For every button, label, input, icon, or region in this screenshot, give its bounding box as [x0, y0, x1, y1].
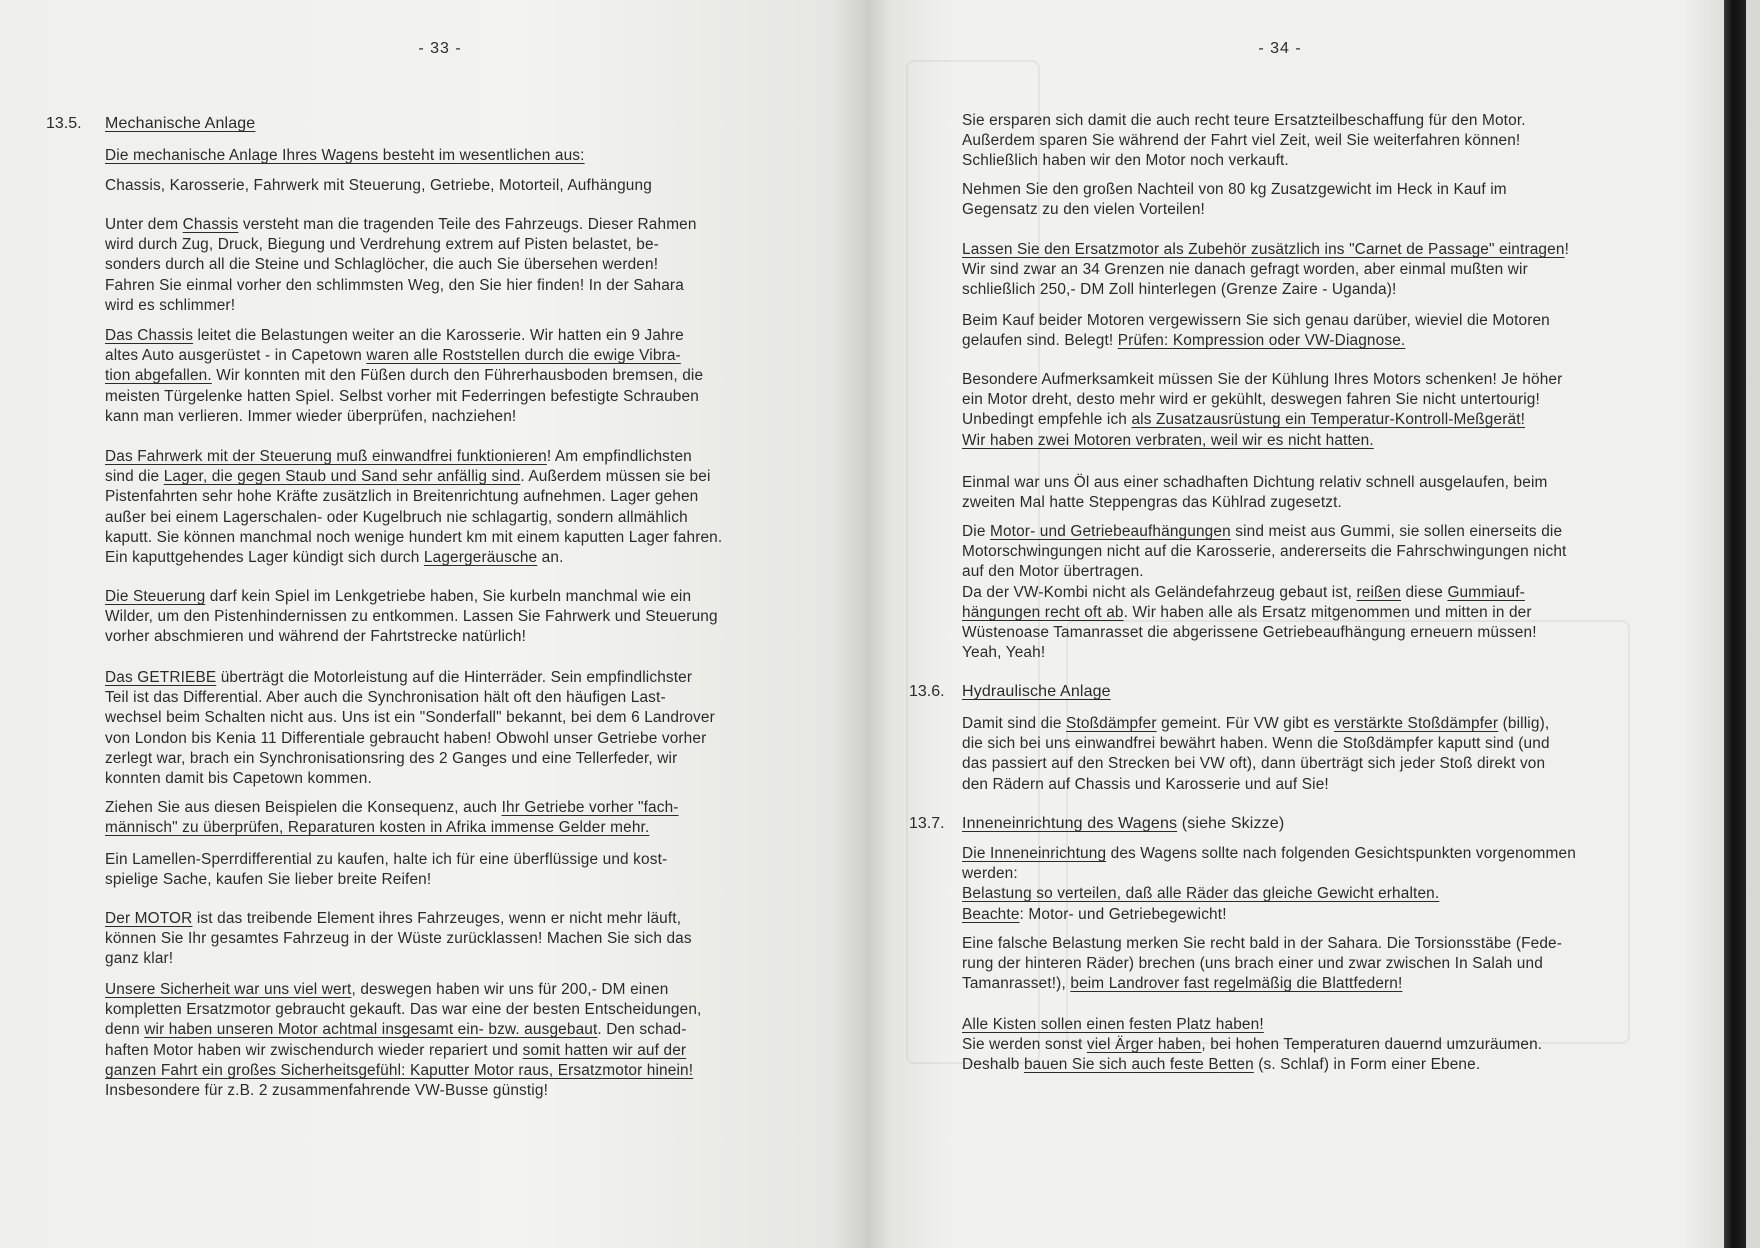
text: die sich bei uns einwandfrei bewährt haben. Wenn die Stoßdämpfer kaputt sind (und	[962, 735, 1550, 753]
text-line	[105, 587, 718, 607]
underlined-text: Lagergeräusche	[423, 548, 538, 566]
paragraph	[105, 909, 692, 970]
text: gemeint. Für VW gibt es	[1156, 715, 1335, 732]
text: ein Motor dreht, desto mehr wird er gekühlt, deswegen fahren Sie nicht untertourig!	[962, 391, 1540, 409]
text-line	[962, 1015, 1542, 1035]
underlined-text: Die Steuerung	[105, 588, 206, 605]
text: ! Am empfindlichsten	[546, 448, 692, 465]
text: wird durch Zug, Druck, Biegung und Verdrehung extrem auf Pisten belastet, be-	[105, 236, 659, 254]
text-line	[962, 180, 1507, 200]
text: . Wir haben alle als Ersatz mitgenommen und mitten in der	[1123, 603, 1532, 621]
text: sind meist aus Gummi, sie sollen einerseits die	[1230, 523, 1563, 540]
text: altes Auto ausgerüstet - in Capetown	[105, 347, 367, 365]
text: wechsel beim Schalten nicht aus. Uns ist ein "Sonderfall" bekannt, bei dem 6 Landrover	[105, 709, 715, 727]
underlined-text: Unsere Sicherheit war uns viel wert	[105, 981, 352, 998]
text: Teil ist das Differential. Aber auch die Synchronisation hält oft den häufigen Last-	[105, 689, 666, 707]
underlined-text: männisch" zu überprüfen, Reparaturen kosten in Afrika immense Gelder mehr.	[105, 819, 650, 837]
paragraph	[105, 798, 679, 838]
paragraph	[962, 714, 1550, 795]
text-line	[962, 583, 1566, 603]
underlined-text: Prüfen: Kompression oder VW-Diagnose.	[1117, 332, 1406, 350]
text-line	[962, 844, 1576, 864]
text: Ein Lamellen-Sperrdifferential zu kaufen, halte ich für eine überflüssige und kost-	[105, 851, 668, 868]
underlined-text: Stoßdämpfer	[1066, 715, 1157, 732]
text: können Sie Ihr gesamtes Fahrzeug in der Wüste zurücklassen! Machen Sie sich das	[105, 930, 692, 948]
text: Tamanrasset!),	[962, 975, 1071, 993]
text: Schließlich haben wir den Motor noch verkauft.	[962, 152, 1289, 170]
text-line	[962, 542, 1566, 562]
text: Besondere Aufmerksamkeit müssen Sie der Kühlung Ihres Motors schenken! Je höher	[962, 371, 1563, 388]
text: gelaufen sind. Belegt!	[962, 332, 1118, 350]
text: kaputt. Sie können manchmal noch wenige hundert km mit einem kaputten Lager fahren.	[105, 528, 723, 546]
page-number: - 33 -	[418, 40, 462, 57]
text: an.	[537, 548, 564, 566]
text-line	[105, 346, 703, 366]
section-heading	[962, 814, 1284, 834]
text-line	[105, 1061, 701, 1081]
text: zweiten Mal hatte Steppengras das Kühlrad zugesetzt.	[962, 494, 1342, 512]
text: spielige Sache, kaufen Sie lieber breite Reifen!	[105, 871, 432, 889]
text: Wir sind zwar an 34 Grenzen nie danach gefragt worden, aber einmal mußten wir	[962, 261, 1528, 279]
text-line	[105, 729, 715, 749]
underlined-text: Der MOTOR	[105, 910, 193, 927]
text-line	[105, 528, 722, 548]
underlined-text: Ihr Getriebe vorher "fach-	[501, 799, 679, 816]
text-line	[105, 407, 703, 427]
text: auf den Motor übertragen.	[962, 563, 1144, 581]
text: Sie werden sonst	[962, 1036, 1087, 1054]
text-line	[962, 240, 1569, 260]
underlined-text: Motor- und Getriebeaufhängungen	[989, 523, 1231, 540]
paragraph	[962, 180, 1507, 220]
underlined-text: hängungen recht oft ab	[962, 603, 1124, 621]
underlined-text: als Zusatzausrüstung ein Temperatur-Kontroll-Meßgerät!	[1131, 411, 1526, 429]
paragraph	[105, 146, 585, 166]
text-line	[962, 814, 1284, 834]
text: Einmal war uns Öl aus einer schadhaften Dichtung relativ schnell ausgelaufen, beim	[962, 474, 1548, 491]
underlined-text: beim Landrover fast regelmäßig die Blattfedern!	[1070, 975, 1403, 993]
text-line	[105, 818, 679, 838]
page-34	[866, 0, 1726, 1248]
text-line	[105, 929, 692, 949]
text: Nehmen Sie den großen Nachteil von 80 kg Zusatzgewicht im Heck in Kauf im	[962, 181, 1507, 198]
text-line	[962, 473, 1548, 493]
paragraph	[105, 980, 701, 1101]
text-line	[962, 754, 1550, 774]
text-line	[105, 447, 722, 467]
paragraph	[962, 934, 1562, 995]
section-heading	[962, 682, 1111, 702]
paragraph	[105, 176, 652, 196]
paragraph	[962, 473, 1548, 513]
text-line	[105, 909, 692, 929]
text-line	[962, 260, 1569, 280]
text: denn	[105, 1021, 145, 1039]
text-line	[962, 370, 1562, 390]
text-line	[105, 688, 715, 708]
text: von London bis Kenia 11 Differentiale gebraucht haben! Obwohl unser Getriebe vorher	[105, 729, 707, 747]
underlined-text: verstärkte Stoßdämpfer	[1334, 715, 1499, 732]
text-line	[105, 255, 697, 275]
scan-edge	[1724, 0, 1746, 1248]
paragraph	[105, 587, 718, 648]
text-line	[105, 798, 679, 818]
text-line	[105, 366, 703, 386]
text: ganz klar!	[105, 950, 174, 968]
paragraph	[962, 370, 1562, 451]
text: das passiert auf den Strecken bei VW oft), dann überträgt sich jeder Stoß direkt von	[962, 755, 1546, 773]
text: den Rädern auf Chassis und Karosserie und auf Sie!	[962, 775, 1329, 793]
underlined-text: somit hatten wir auf der	[522, 1041, 687, 1059]
text: Unbedingt empfehle ich	[962, 411, 1132, 429]
text: konnten damit bis Capetown kommen.	[105, 769, 372, 787]
text-line	[105, 607, 718, 627]
text: darf kein Spiel im Lenkgetriebe haben, Sie kurbeln manchmal wie ein	[205, 588, 692, 605]
underlined-text: ganzen Fahrt ein großes Sicherheitsgefühl: Kaputter Motor raus, Ersatzmotor hinein!	[105, 1061, 694, 1079]
text-line	[962, 311, 1550, 331]
text-line	[105, 949, 692, 969]
text-line	[105, 548, 722, 568]
text: vorher abschmieren und während der Fahrtstrecke natürlich!	[105, 628, 527, 646]
underlined-text: Lager, die gegen Staub und Sand sehr anfällig sind	[163, 468, 521, 486]
text-line	[105, 850, 667, 870]
text-line	[962, 954, 1562, 974]
paragraph	[105, 447, 722, 568]
text: Damit sind die	[962, 715, 1067, 732]
underlined-text: Das GETRIEBE	[105, 669, 217, 686]
text-line	[962, 200, 1507, 220]
text-line	[105, 146, 585, 166]
underlined-text: Das Chassis	[105, 327, 194, 344]
text-line	[105, 980, 701, 1000]
section-number: 13.6.	[909, 683, 945, 700]
text-line	[105, 114, 255, 134]
text-line	[962, 493, 1548, 513]
text: Yeah, Yeah!	[962, 644, 1046, 662]
text: haften Motor haben wir zwischendurch wieder repariert und	[105, 1041, 523, 1059]
text: Ziehen Sie aus diesen Beispielen die Konsequenz, auch	[105, 799, 502, 816]
text-line	[105, 487, 722, 507]
underlined-text: wir haben unseren Motor achtmal insgesamt ein- bzw. ausgebaut	[144, 1021, 598, 1039]
page-33	[0, 0, 866, 1248]
text-line	[962, 522, 1566, 542]
underlined-text: Belastung so verteilen, daß alle Räder das gleiche Gewicht erhalten.	[962, 885, 1440, 903]
text-line	[962, 151, 1526, 171]
paragraph	[105, 215, 697, 316]
text: Wüstenoase Tamanrasset die abgerissene Getriebeaufhängung erneuern müssen!	[962, 623, 1537, 641]
underlined-text: Die Inneneinrichtung	[962, 845, 1107, 862]
text-line	[962, 974, 1562, 994]
text-line	[105, 1081, 701, 1101]
underlined-text: Das Fahrwerk mit der Steuerung muß einwandfrei funktionieren	[105, 448, 547, 465]
text: Die	[962, 523, 990, 540]
paragraph	[105, 326, 703, 427]
underlined-text: Beachte	[962, 905, 1020, 923]
paragraph	[105, 850, 667, 890]
text-line	[105, 870, 667, 890]
text: Fahren Sie einmal vorher den schlimmsten Weg, den Sie hier finden! In der Sahara	[105, 276, 684, 294]
text: kann man verlieren. Immer wieder überprüfen, nachziehen!	[105, 407, 517, 425]
text: zerlegt war, brach ein Synchronisationsring des 2 Ganges und eine Tellerfeder, wir	[105, 749, 678, 767]
text-line	[962, 682, 1111, 702]
text-line	[962, 331, 1550, 351]
text: leitet die Belastungen weiter an die Karosserie. Wir hatten ein 9 Jahre	[193, 327, 684, 344]
text-line	[962, 131, 1526, 151]
text: : Motor- und Getriebegewicht!	[1019, 905, 1227, 923]
text-line	[105, 296, 697, 316]
text: überträgt die Motorleistung auf die Hinterräder. Sein empfindlichster	[216, 669, 693, 686]
text-line	[105, 387, 703, 407]
text-line	[962, 280, 1569, 300]
paragraph	[962, 844, 1576, 925]
underlined-text: Alle Kisten sollen einen festen Platz haben!	[962, 1016, 1264, 1033]
text-line	[105, 276, 697, 296]
section-number: 13.5.	[46, 115, 82, 132]
paragraph	[962, 1015, 1542, 1076]
text: Insbesondere für z.B. 2 zusammenfahrende VW-Busse günstig!	[105, 1081, 549, 1099]
text-line	[962, 864, 1576, 884]
text-line	[962, 623, 1566, 643]
text: Chassis, Karosserie, Fahrwerk mit Steuerung, Getriebe, Motorteil, Aufhängung	[105, 177, 652, 194]
text: . Den schad-	[597, 1021, 687, 1039]
text: (billig),	[1498, 715, 1550, 732]
underlined-text: bauen Sie sich auch feste Betten	[1023, 1056, 1254, 1074]
text: Motorschwingungen nicht auf die Karosserie, andererseits die Fahrschwingungen nicht	[962, 543, 1567, 561]
text-line	[105, 627, 718, 647]
text-line	[105, 326, 703, 346]
text: Außerdem sparen Sie während der Fahrt viel Zeit, weil Sie weiterfahren können!	[962, 132, 1521, 150]
text-line	[105, 1020, 701, 1040]
section-heading	[105, 114, 255, 134]
underlined-text: Lassen Sie den Ersatzmotor als Zubehör zusätzlich ins "Carnet de Passage" eintragen	[962, 241, 1565, 258]
text: außer bei einem Lagerschalen- oder Kugelbruch nie schlagartig, sondern allmählich	[105, 508, 688, 526]
text: Wilder, um den Pistenhindernissen zu entkommen. Lassen Sie Fahrwerk und Steuerung	[105, 608, 718, 626]
text: Wir konnten mit den Füßen durch den Führerhausboden bremsen, die	[211, 367, 704, 385]
text-line	[962, 1035, 1542, 1055]
text-line	[105, 708, 715, 728]
text: schließlich 250,- DM Zoll hinterlegen (Grenze Zaire - Uganda)!	[962, 281, 1397, 299]
text-line	[962, 1055, 1542, 1075]
text-line	[105, 1041, 701, 1061]
text: meisten Türgelenke hatten Spiel. Selbst vorher mit Federringen befestigte Schrauben	[105, 387, 699, 405]
text-line	[962, 643, 1566, 663]
text: Beim Kauf beider Motoren vergewissern Sie sich genau darüber, wieviel die Motoren	[962, 312, 1550, 329]
paragraph	[962, 111, 1526, 172]
text: Eine falsche Belastung merken Sie recht bald in der Sahara. Die Torsionsstäbe (Fede-	[962, 935, 1563, 952]
text: Unter dem	[105, 216, 183, 233]
text-line	[962, 111, 1526, 131]
underlined-text: tion abgefallen.	[105, 367, 212, 385]
text-line	[105, 508, 722, 528]
text: Da der VW-Kombi nicht als Geländefahrzeug gebaut ist,	[962, 583, 1357, 601]
text: , bei hohen Temperaturen dauernd umzuräumen.	[1201, 1036, 1543, 1054]
text: des Wagens sollte nach folgenden Gesichtspunkten vorgenommen	[1106, 845, 1576, 862]
text-line	[962, 934, 1562, 954]
paragraph	[962, 522, 1566, 663]
text-line	[962, 603, 1566, 623]
text: diese	[1401, 583, 1448, 601]
text: Ein kaputtgehendes Lager kündigt sich durch	[105, 548, 424, 566]
underlined-text: Mechanische Anlage	[105, 115, 256, 132]
text: (s. Schlaf) in Form einer Ebene.	[1253, 1056, 1481, 1074]
text-line	[962, 410, 1562, 430]
text-line	[105, 467, 722, 487]
underlined-text: Wir haben zwei Motoren verbraten, weil wir es nicht hatten.	[962, 431, 1374, 449]
text-line	[962, 431, 1562, 451]
text: , deswegen haben wir uns für 200,- DM einen	[351, 981, 669, 998]
text-line	[962, 884, 1576, 904]
text-line	[105, 176, 652, 196]
text-line	[962, 905, 1576, 925]
text: ist das treibende Element ihres Fahrzeuges, wenn er nicht mehr läuft,	[192, 910, 682, 927]
text: Sie ersparen sich damit die auch recht teure Ersatzteilbeschaffung für den Motor.	[962, 112, 1526, 129]
page-number: - 34 -	[1258, 40, 1302, 57]
text: . Außerdem müssen sie bei	[520, 468, 711, 486]
text: Deshalb	[962, 1056, 1024, 1074]
text-line	[105, 769, 715, 789]
text-line	[962, 390, 1562, 410]
paragraph	[962, 311, 1550, 351]
underlined-text: Hydraulische Anlage	[962, 683, 1111, 700]
text: Gegensatz zu den vielen Vorteilen!	[962, 201, 1205, 219]
text: Pistenfahrten sehr hohe Kräfte zusätzlich in Breitenrichtung aufnehmen. Lager gehen	[105, 488, 699, 506]
underlined-text: Inneneinrichtung des Wagens	[962, 815, 1178, 832]
text: kompletten Ersatzmotor gebraucht gekauft. Das war eine der besten Entscheidungen,	[105, 1001, 702, 1019]
underlined-text: Chassis	[182, 216, 239, 233]
section-number: 13.7.	[909, 815, 945, 832]
text: sonders durch all die Steine und Schlaglöcher, die auch Sie übersehen werden!	[105, 256, 659, 274]
text-line	[105, 235, 697, 255]
text: (siehe Skizze)	[1177, 815, 1285, 832]
paragraph	[105, 668, 715, 789]
underlined-text: reißen	[1356, 583, 1402, 601]
paragraph	[962, 240, 1569, 301]
text: sind die	[105, 468, 164, 486]
underlined-text: viel Ärger haben	[1086, 1036, 1202, 1054]
text-line	[105, 1000, 701, 1020]
underlined-text: waren alle Roststellen durch die ewige Vibra-	[366, 347, 681, 365]
text: !	[1564, 241, 1569, 258]
text: rung der hinteren Räder) brechen (uns brach einer und zwar zwischen In Salah und	[962, 955, 1543, 973]
text-line	[105, 749, 715, 769]
text-line	[105, 668, 715, 688]
underlined-text: Die mechanische Anlage Ihres Wagens besteht im wesentlichen aus:	[105, 147, 585, 164]
text-line	[962, 734, 1550, 754]
text: wird es schlimmer!	[105, 296, 236, 314]
text-line	[962, 714, 1550, 734]
text-line	[962, 562, 1566, 582]
text: werden:	[962, 865, 1018, 883]
text-line	[105, 215, 697, 235]
text-line	[962, 775, 1550, 795]
text: versteht man die tragenden Teile des Fahrzeugs. Dieser Rahmen	[238, 216, 697, 233]
scan-margin	[1746, 0, 1760, 1248]
underlined-text: Gummiauf-	[1447, 583, 1525, 601]
